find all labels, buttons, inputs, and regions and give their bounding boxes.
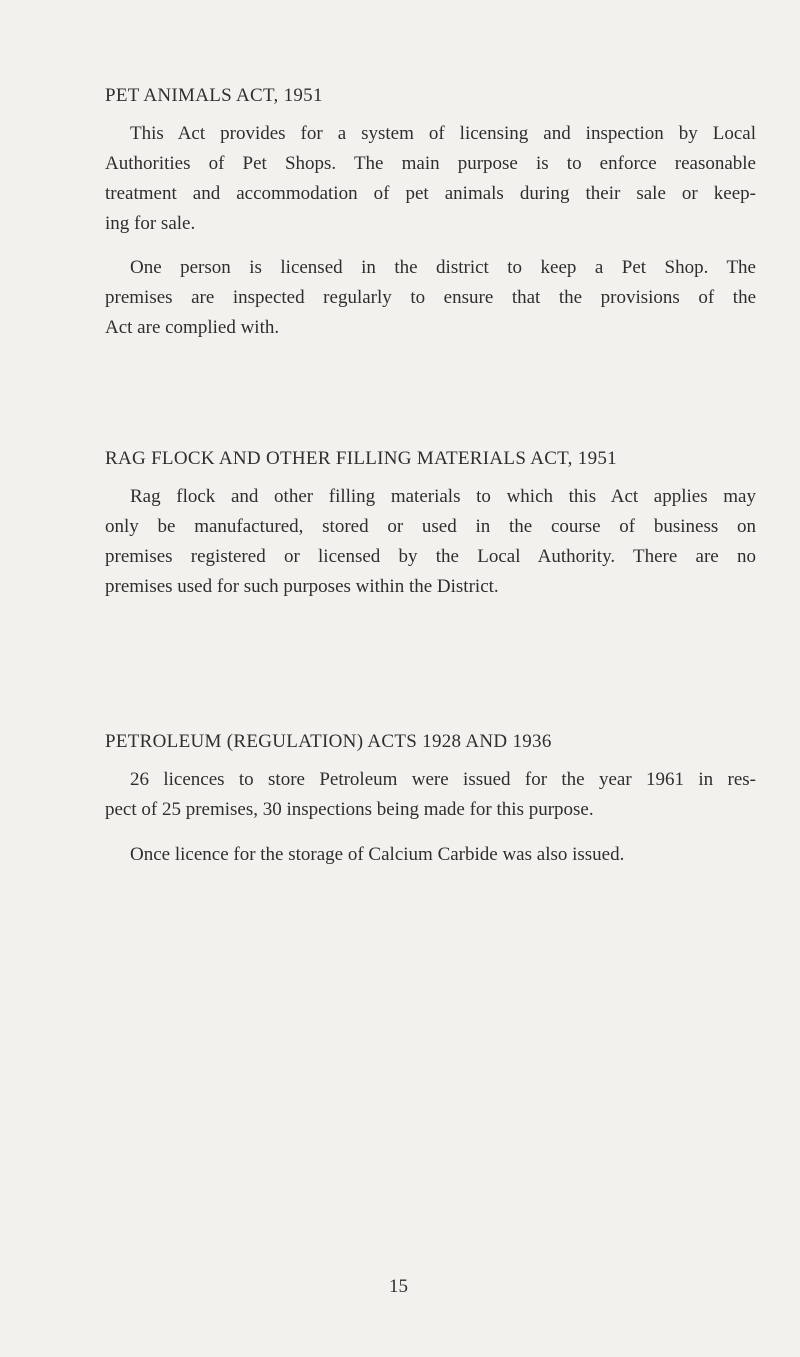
paragraph [105, 253, 756, 343]
text-line: premises registered or licensed by the Local Authority. There are no [105, 546, 756, 567]
text-line: Authorities of Pet Shops. The main purpose is to enforce reasonable [105, 153, 756, 174]
text-line: Act are complied with. [105, 317, 280, 338]
text-line: premises are inspected regularly to ensure that the provisions of the [105, 287, 756, 308]
text-line: only be manufactured, stored or used in the course of business on [105, 516, 756, 537]
text-line: premises used for such purposes within the District. [105, 576, 499, 597]
paragraph [105, 840, 756, 870]
section-heading-petroleum: PETROLEUM (REGULATION) ACTS 1928 AND 1936 [105, 731, 552, 752]
text-line: One person is licensed in the district to keep a Pet Shop. The [130, 257, 756, 278]
paragraph [105, 765, 756, 825]
paragraph [105, 482, 756, 602]
paragraph [105, 119, 756, 239]
text-line: 26 licences to store Petroleum were issued for the year 1961 in res- [130, 769, 756, 790]
text-line: Once licence for the storage of Calcium Carbide was also issued. [130, 844, 625, 865]
text-line: ing for sale. [105, 213, 196, 234]
text-line: Rag flock and other filling materials to which this Act applies may [130, 486, 756, 507]
text-line: This Act provides for a system of licensing and inspection by Local [130, 123, 756, 144]
page-number: 15 [389, 1276, 408, 1297]
text-line: pect of 25 premises, 30 inspections being made for this purpose. [105, 799, 594, 820]
section-heading-pet-animals: PET ANIMALS ACT, 1951 [105, 85, 323, 106]
text-line: treatment and accommodation of pet animals during their sale or keep- [105, 183, 756, 204]
section-heading-rag-flock: RAG FLOCK AND OTHER FILLING MATERIALS ACT, 1951 [105, 448, 617, 469]
